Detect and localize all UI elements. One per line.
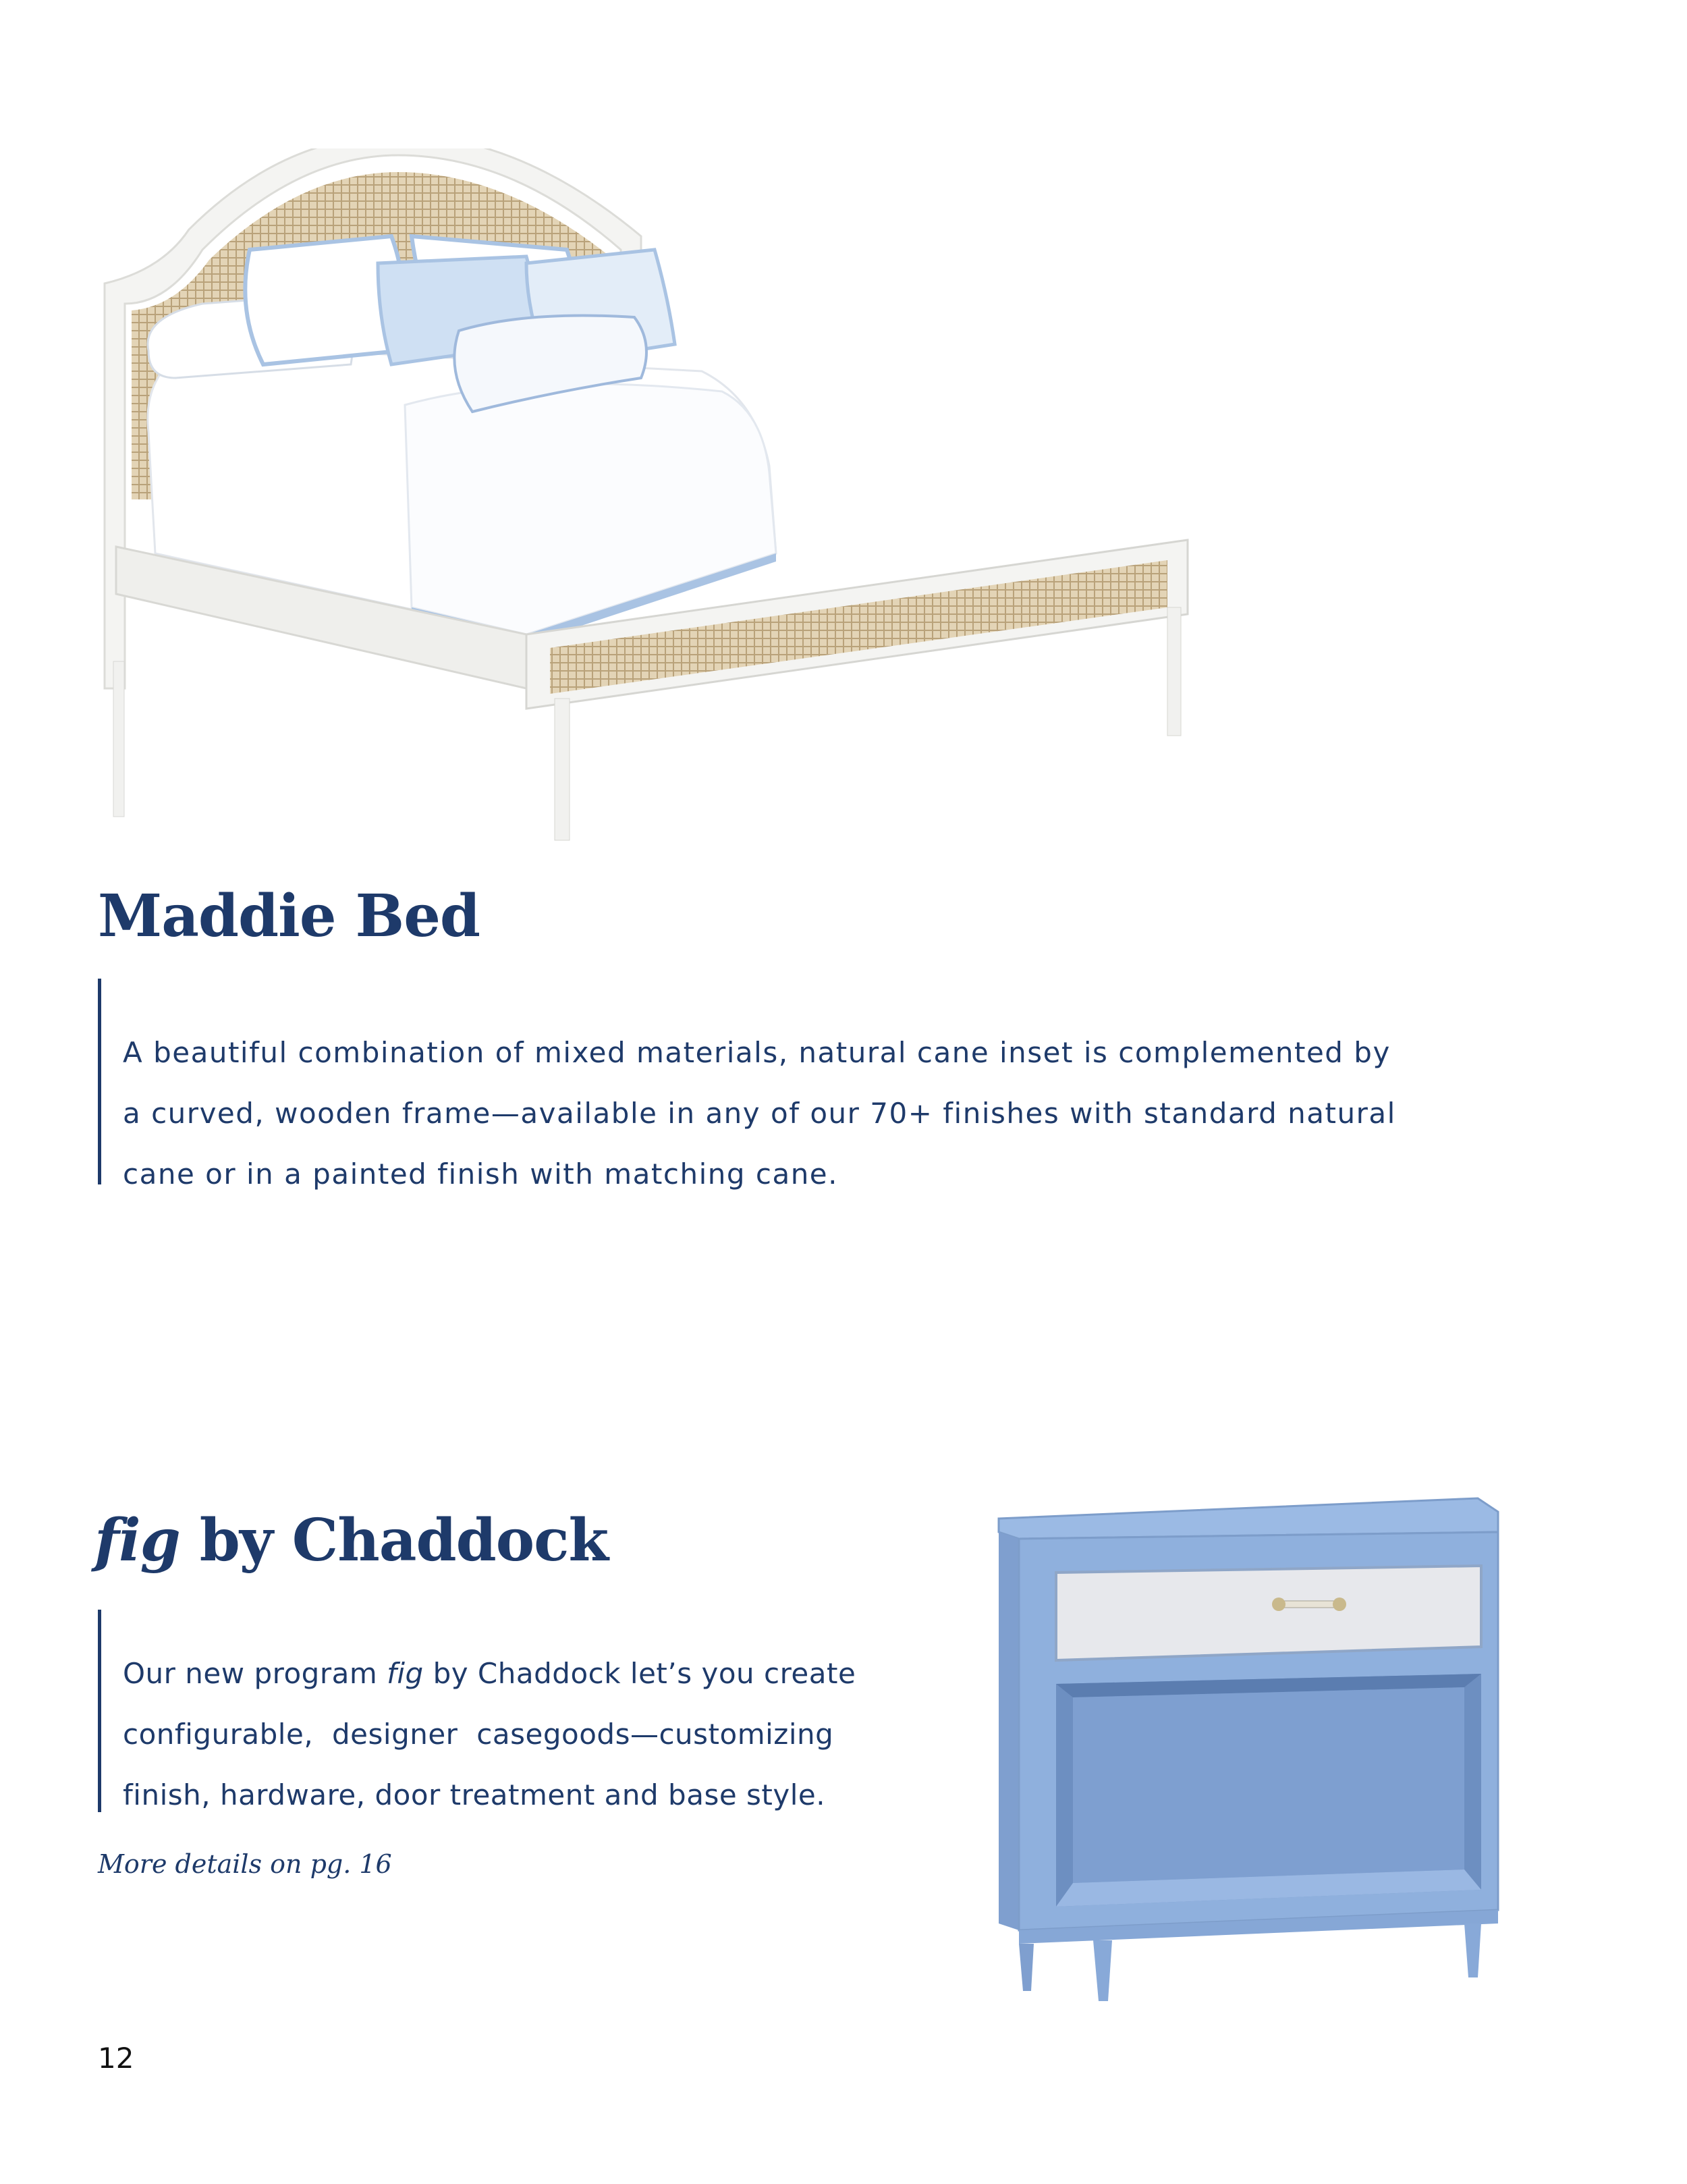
maddie-description — [123, 1022, 1506, 1205]
fig-description — [123, 1643, 912, 1826]
fig-title-italic: fig — [94, 1506, 180, 1575]
bed-image-icon — [94, 148, 1201, 844]
fig-accent-rule — [98, 1610, 101, 1812]
fig-description-line-2: configurable, designer casegoods—customizing — [123, 1718, 834, 1751]
maddie-bed-title: Maddie Bed — [98, 882, 480, 950]
fig-description-line-1: Our new program fig by Chaddock let’s you create — [123, 1657, 856, 1690]
fig-more-details-note: More details on pg. 16 — [98, 1849, 392, 1879]
maddie-bed-image — [94, 148, 1201, 844]
maddie-description-line: A beautiful combination of mixed materials, natural cane inset is complemented by — [123, 1036, 1391, 1069]
maddie-description-line: a curved, wooden frame—available in any of our 70+ finishes with standard natural — [123, 1097, 1396, 1130]
maddie-description-line: cane or in a painted finish with matching cane. — [123, 1157, 839, 1191]
nightstand-image-icon — [992, 1492, 1505, 2004]
fig-title-rest: by Chaddock — [179, 1506, 609, 1575]
maddie-accent-rule — [98, 979, 101, 1184]
fig-title — [94, 1506, 609, 1575]
fig-description-line-3: finish, hardware, door treatment and base style. — [123, 1778, 826, 1811]
fig-nightstand-image — [992, 1492, 1505, 2004]
page-number: 12 — [98, 2042, 134, 2075]
